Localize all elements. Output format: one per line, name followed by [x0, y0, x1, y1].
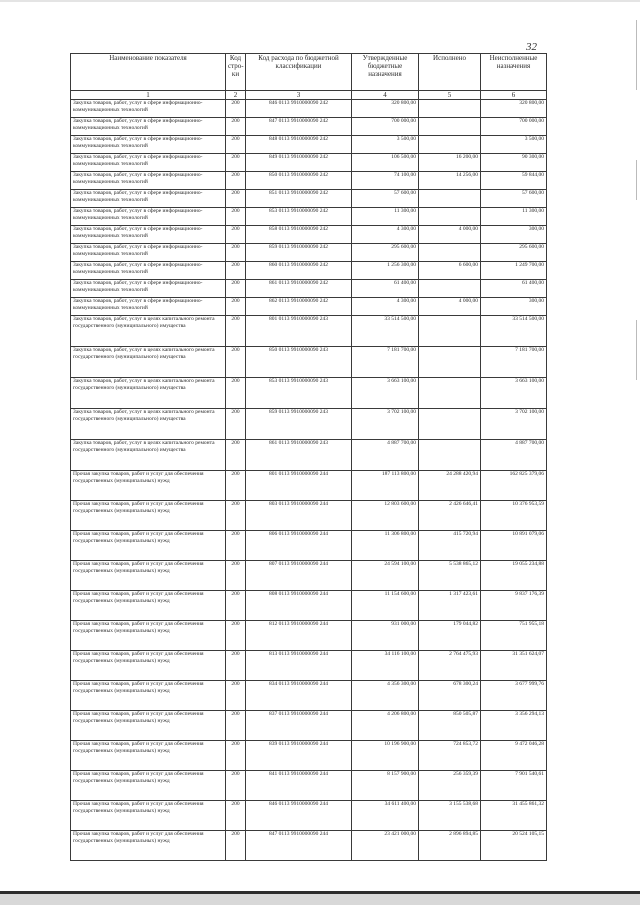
- table-header-row: [71, 54, 547, 91]
- row-approved: 1 256 300,00: [352, 262, 419, 280]
- table-body: [71, 100, 547, 861]
- row-executed: 256 359,39: [419, 771, 481, 801]
- row-approved: 8 157 900,00: [352, 771, 419, 801]
- row-executed: [419, 244, 481, 262]
- row-executed: 2 426 646,41: [419, 501, 481, 531]
- table-row: [71, 118, 547, 136]
- row-executed: 724 853,72: [419, 741, 481, 771]
- row-approved: 34 611 400,00: [352, 801, 419, 831]
- row-line-code: 200: [226, 347, 246, 378]
- row-unexecuted: 59 844,00: [481, 172, 547, 190]
- row-approved: 10 196 900,00: [352, 741, 419, 771]
- table-row: [71, 154, 547, 172]
- row-approved: 700 000,00: [352, 118, 419, 136]
- column-number: 2: [226, 91, 246, 100]
- column-number: 6: [481, 91, 547, 100]
- table-row: [71, 440, 547, 471]
- row-approved: 23 421 000,00: [352, 831, 419, 861]
- scan-right-edge: [632, 0, 640, 905]
- row-name: Закупка товаров, работ, услуг в сфере информационно-коммуникационных технологий: [71, 154, 226, 172]
- header-executed: Исполнено: [419, 54, 481, 91]
- row-executed: 14 256,00: [419, 172, 481, 190]
- row-unexecuted: 751 955,18: [481, 621, 547, 651]
- row-line-code: 200: [226, 409, 246, 440]
- row-executed: [419, 136, 481, 154]
- row-name: Закупка товаров, работ, услуг в целях капитального ремонта государственного (муниципального) имущества: [71, 316, 226, 347]
- row-name: Закупка товаров, работ, услуг в сфере информационно-коммуникационных технологий: [71, 244, 226, 262]
- table-row: [71, 621, 547, 651]
- row-budget-code: 851 0113 9910000090 242: [246, 190, 352, 208]
- row-approved: 11 300,00: [352, 208, 419, 226]
- row-name: Прочая закупка товаров, работ и услуг для обеспечения государственных (муниципальных) нужд: [71, 681, 226, 711]
- row-approved: 320 800,00: [352, 100, 419, 118]
- row-executed: 850 505,87: [419, 711, 481, 741]
- row-line-code: 200: [226, 298, 246, 316]
- table-row: [71, 280, 547, 298]
- row-budget-code: 853 0113 9910000090 243: [246, 378, 352, 409]
- row-unexecuted: 295 600,00: [481, 244, 547, 262]
- row-line-code: 200: [226, 621, 246, 651]
- row-unexecuted: 3 702 100,00: [481, 409, 547, 440]
- row-approved: 61 400,00: [352, 280, 419, 298]
- scan-bottom-band: [0, 891, 640, 905]
- table-row: [71, 172, 547, 190]
- row-line-code: 200: [226, 771, 246, 801]
- row-approved: 3 702 100,00: [352, 409, 419, 440]
- row-executed: [419, 440, 481, 471]
- row-approved: 4 300,00: [352, 226, 419, 244]
- row-name: Закупка товаров, работ, услуг в целях капитального ремонта государственного (муниципального) имущества: [71, 409, 226, 440]
- row-line-code: 200: [226, 681, 246, 711]
- row-approved: 74 100,00: [352, 172, 419, 190]
- row-line-code: 200: [226, 440, 246, 471]
- table-row: [71, 190, 547, 208]
- row-executed: 2 764 475,93: [419, 651, 481, 681]
- row-executed: [419, 347, 481, 378]
- row-line-code: 200: [226, 316, 246, 347]
- column-number: 5: [419, 91, 481, 100]
- row-name: Прочая закупка товаров, работ и услуг для обеспечения государственных (муниципальных) нужд: [71, 831, 226, 861]
- row-budget-code: 860 0113 9910000090 242: [246, 262, 352, 280]
- row-name: Прочая закупка товаров, работ и услуг для обеспечения государственных (муниципальных) нужд: [71, 771, 226, 801]
- row-approved: 931 000,00: [352, 621, 419, 651]
- row-name: Закупка товаров, работ, услуг в сфере информационно-коммуникационных технологий: [71, 118, 226, 136]
- table-row: [71, 831, 547, 861]
- row-line-code: 200: [226, 244, 246, 262]
- row-unexecuted: 300,00: [481, 226, 547, 244]
- row-budget-code: 846 0113 9910000090 242: [246, 100, 352, 118]
- row-approved: 3 663 100,00: [352, 378, 419, 409]
- table-row: [71, 262, 547, 280]
- row-unexecuted: 3 663 100,00: [481, 378, 547, 409]
- row-executed: 2 896 894,85: [419, 831, 481, 861]
- row-budget-code: 846 0113 9910000090 244: [246, 801, 352, 831]
- row-executed: 5 538 865,12: [419, 561, 481, 591]
- page-number: 32: [526, 41, 537, 53]
- row-name: Закупка товаров, работ, услуг в сфере информационно-коммуникационных технологий: [71, 100, 226, 118]
- row-budget-code: 803 0113 9910000090 244: [246, 501, 352, 531]
- row-unexecuted: 10 376 953,59: [481, 501, 547, 531]
- row-unexecuted: 320 800,00: [481, 100, 547, 118]
- row-budget-code: 813 0113 9910000090 244: [246, 651, 352, 681]
- row-executed: 4 000,00: [419, 298, 481, 316]
- row-approved: 295 600,00: [352, 244, 419, 262]
- row-unexecuted: 700 000,00: [481, 118, 547, 136]
- row-approved: 12 803 600,00: [352, 501, 419, 531]
- row-budget-code: 839 0113 9910000090 244: [246, 741, 352, 771]
- table-row: [71, 501, 547, 531]
- row-approved: 24 594 100,00: [352, 561, 419, 591]
- row-approved: 34 116 100,00: [352, 651, 419, 681]
- row-line-code: 200: [226, 280, 246, 298]
- table-row: [71, 316, 547, 347]
- row-line-code: 200: [226, 154, 246, 172]
- row-unexecuted: 90 300,00: [481, 154, 547, 172]
- table-row: [71, 136, 547, 154]
- row-unexecuted: 31 351 624,07: [481, 651, 547, 681]
- table-row: [71, 471, 547, 501]
- row-budget-code: 862 0113 9910000090 242: [246, 298, 352, 316]
- row-approved: 4 300,00: [352, 298, 419, 316]
- row-budget-code: 807 0113 9910000090 244: [246, 561, 352, 591]
- table-row: [71, 409, 547, 440]
- row-unexecuted: 9 837 176,39: [481, 591, 547, 621]
- table-row: [71, 208, 547, 226]
- row-approved: 4 356 300,00: [352, 681, 419, 711]
- row-name: Закупка товаров, работ, услуг в целях капитального ремонта государственного (муниципального) имущества: [71, 378, 226, 409]
- row-unexecuted: 1 249 700,00: [481, 262, 547, 280]
- row-approved: 187 113 800,00: [352, 471, 419, 501]
- row-approved: 33 514 500,00: [352, 316, 419, 347]
- row-approved: 57 600,00: [352, 190, 419, 208]
- row-unexecuted: 10 891 079,06: [481, 531, 547, 561]
- row-budget-code: 850 0113 9910000090 243: [246, 347, 352, 378]
- row-budget-code: 806 0113 9910000090 244: [246, 531, 352, 561]
- header-line-code: Код стро-ки: [226, 54, 246, 91]
- row-budget-code: 812 0113 9910000090 244: [246, 621, 352, 651]
- row-name: Закупка товаров, работ, услуг в сфере информационно-коммуникационных технологий: [71, 262, 226, 280]
- row-executed: [419, 190, 481, 208]
- row-unexecuted: 11 300,00: [481, 208, 547, 226]
- row-name: Прочая закупка товаров, работ и услуг для обеспечения государственных (муниципальных) нужд: [71, 591, 226, 621]
- header-approved: Утвержденные бюджетные назначения: [352, 54, 419, 91]
- row-budget-code: 841 0113 9910000090 244: [246, 771, 352, 801]
- row-executed: [419, 409, 481, 440]
- row-name: Прочая закупка товаров, работ и услуг для обеспечения государственных (муниципальных) нужд: [71, 741, 226, 771]
- row-executed: [419, 208, 481, 226]
- row-line-code: 200: [226, 531, 246, 561]
- row-name: Закупка товаров, работ, услуг в сфере информационно-коммуникационных технологий: [71, 172, 226, 190]
- row-unexecuted: 300,00: [481, 298, 547, 316]
- row-line-code: 200: [226, 100, 246, 118]
- table-row: [71, 298, 547, 316]
- row-unexecuted: 61 400,00: [481, 280, 547, 298]
- row-executed: [419, 378, 481, 409]
- table-row: [71, 771, 547, 801]
- row-budget-code: 801 0113 9910000090 244: [246, 471, 352, 501]
- row-line-code: 200: [226, 172, 246, 190]
- row-line-code: 200: [226, 501, 246, 531]
- column-number: 4: [352, 91, 419, 100]
- table-row: [71, 591, 547, 621]
- row-name: Прочая закупка товаров, работ и услуг для обеспечения государственных (муниципальных) нужд: [71, 711, 226, 741]
- row-budget-code: 801 0113 9910000090 243: [246, 316, 352, 347]
- table-row: [71, 244, 547, 262]
- table-row: [71, 226, 547, 244]
- row-budget-code: 853 0113 9910000090 242: [246, 208, 352, 226]
- row-unexecuted: 162 825 379,06: [481, 471, 547, 501]
- row-budget-code: 861 0113 9910000090 243: [246, 440, 352, 471]
- row-executed: 415 720,94: [419, 531, 481, 561]
- table-row: [71, 100, 547, 118]
- row-unexecuted: 4 887 700,00: [481, 440, 547, 471]
- row-line-code: 200: [226, 471, 246, 501]
- row-line-code: 200: [226, 208, 246, 226]
- row-name: Закупка товаров, работ, услуг в целях капитального ремонта государственного (муниципального) имущества: [71, 440, 226, 471]
- row-budget-code: 847 0113 9910000090 244: [246, 831, 352, 861]
- row-name: Прочая закупка товаров, работ и услуг для обеспечения государственных (муниципальных) нужд: [71, 501, 226, 531]
- row-budget-code: 848 0113 9910000090 242: [246, 136, 352, 154]
- row-name: Прочая закупка товаров, работ и услуг для обеспечения государственных (муниципальных) нужд: [71, 621, 226, 651]
- row-approved: 11 154 600,00: [352, 591, 419, 621]
- row-unexecuted: 7 901 540,61: [481, 771, 547, 801]
- row-name: Закупка товаров, работ, услуг в сфере информационно-коммуникационных технологий: [71, 136, 226, 154]
- row-executed: 3 155 538,68: [419, 801, 481, 831]
- row-name: Прочая закупка товаров, работ и услуг для обеспечения государственных (муниципальных) нужд: [71, 531, 226, 561]
- row-budget-code: 834 0113 9910000090 244: [246, 681, 352, 711]
- row-budget-code: 849 0113 9910000090 242: [246, 154, 352, 172]
- row-approved: 11 306 800,00: [352, 531, 419, 561]
- row-name: Прочая закупка товаров, работ и услуг для обеспечения государственных (муниципальных) нужд: [71, 801, 226, 831]
- table-row: [71, 681, 547, 711]
- row-executed: [419, 118, 481, 136]
- row-budget-code: 861 0113 9910000090 242: [246, 280, 352, 298]
- row-name: Прочая закупка товаров, работ и услуг для обеспечения государственных (муниципальных) нужд: [71, 471, 226, 501]
- row-line-code: 200: [226, 711, 246, 741]
- row-unexecuted: 31 455 861,32: [481, 801, 547, 831]
- row-line-code: 200: [226, 741, 246, 771]
- row-executed: 4 000,00: [419, 226, 481, 244]
- row-line-code: 200: [226, 591, 246, 621]
- row-name: Закупка товаров, работ, услуг в сфере информационно-коммуникационных технологий: [71, 280, 226, 298]
- row-executed: 24 288 420,94: [419, 471, 481, 501]
- row-executed: 16 200,00: [419, 154, 481, 172]
- row-approved: 4 887 700,00: [352, 440, 419, 471]
- row-unexecuted: 9 472 046,28: [481, 741, 547, 771]
- row-line-code: 200: [226, 378, 246, 409]
- row-approved: 106 500,00: [352, 154, 419, 172]
- row-name: Прочая закупка товаров, работ и услуг для обеспечения государственных (муниципальных) нужд: [71, 561, 226, 591]
- table-row: [71, 711, 547, 741]
- table-row: [71, 531, 547, 561]
- table-row: [71, 741, 547, 771]
- row-line-code: 200: [226, 136, 246, 154]
- row-budget-code: 808 0113 9910000090 244: [246, 591, 352, 621]
- row-unexecuted: 3 356 294,13: [481, 711, 547, 741]
- row-executed: 678 300,24: [419, 681, 481, 711]
- column-number-row: [71, 91, 547, 100]
- row-line-code: 200: [226, 831, 246, 861]
- budget-execution-table: [70, 53, 547, 861]
- row-unexecuted: 57 600,00: [481, 190, 547, 208]
- row-budget-code: 847 0113 9910000090 242: [246, 118, 352, 136]
- column-number: 1: [71, 91, 226, 100]
- row-executed: 6 600,00: [419, 262, 481, 280]
- table-row: [71, 561, 547, 591]
- row-unexecuted: 33 514 500,00: [481, 316, 547, 347]
- row-budget-code: 850 0113 9910000090 242: [246, 172, 352, 190]
- row-line-code: 200: [226, 801, 246, 831]
- table-row: [71, 347, 547, 378]
- row-unexecuted: 7 181 700,00: [481, 347, 547, 378]
- row-executed: [419, 316, 481, 347]
- row-line-code: 200: [226, 561, 246, 591]
- row-unexecuted: 20 524 105,15: [481, 831, 547, 861]
- table-row: [71, 801, 547, 831]
- row-unexecuted: 19 055 234,88: [481, 561, 547, 591]
- row-line-code: 200: [226, 262, 246, 280]
- row-budget-code: 837 0113 9910000090 244: [246, 711, 352, 741]
- row-name: Закупка товаров, работ, услуг в сфере информационно-коммуникационных технологий: [71, 298, 226, 316]
- row-name: Закупка товаров, работ, услуг в сфере информационно-коммуникационных технологий: [71, 190, 226, 208]
- row-approved: 4 206 800,00: [352, 711, 419, 741]
- row-line-code: 200: [226, 226, 246, 244]
- row-budget-code: 858 0113 9910000090 242: [246, 226, 352, 244]
- row-budget-code: 859 0113 9910000090 243: [246, 409, 352, 440]
- row-line-code: 200: [226, 190, 246, 208]
- row-approved: 7 181 700,00: [352, 347, 419, 378]
- row-executed: [419, 100, 481, 118]
- row-name: Прочая закупка товаров, работ и услуг для обеспечения государственных (муниципальных) нужд: [71, 651, 226, 681]
- header-indicator-name: Наименование показателя: [71, 54, 226, 91]
- row-name: Закупка товаров, работ, услуг в целях капитального ремонта государственного (муниципального) имущества: [71, 347, 226, 378]
- row-executed: 179 044,82: [419, 621, 481, 651]
- scan-top-edge: [0, 0, 640, 2]
- header-unexecuted: Неисполненные назначения: [481, 54, 547, 91]
- row-executed: 1 317 423,61: [419, 591, 481, 621]
- row-unexecuted: 3 677 999,76: [481, 681, 547, 711]
- row-name: Закупка товаров, работ, услуг в сфере информационно-коммуникационных технологий: [71, 226, 226, 244]
- table-row: [71, 651, 547, 681]
- row-name: Закупка товаров, работ, услуг в сфере информационно-коммуникационных технологий: [71, 208, 226, 226]
- row-line-code: 200: [226, 651, 246, 681]
- row-approved: 3 500,00: [352, 136, 419, 154]
- row-line-code: 200: [226, 118, 246, 136]
- column-number: 3: [246, 91, 352, 100]
- row-budget-code: 859 0113 9910000090 242: [246, 244, 352, 262]
- header-budget-code: Код расхода по бюджетной классификации: [246, 54, 352, 91]
- table-row: [71, 378, 547, 409]
- row-executed: [419, 280, 481, 298]
- row-unexecuted: 3 500,00: [481, 136, 547, 154]
